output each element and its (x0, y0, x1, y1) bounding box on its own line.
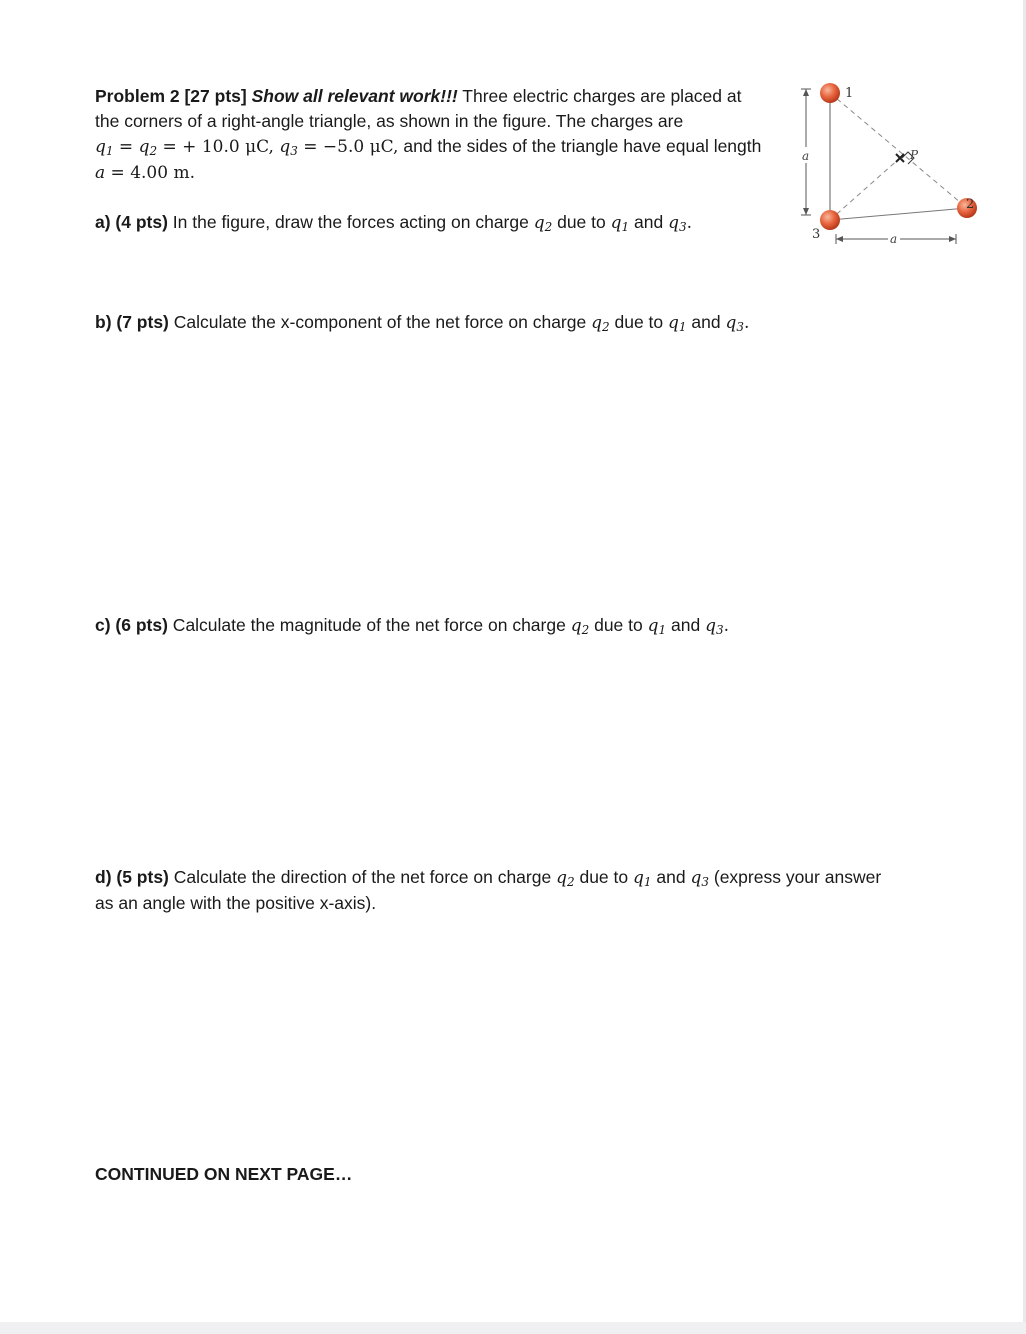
charge-1-label: 1 (845, 86, 854, 101)
question-d-label: d) (5 pts) (95, 867, 169, 887)
problem-text-1: Three electric charges are placed at the corners of a right-angle triangle, as shown in the figure. The charges are (95, 86, 742, 131)
q3-symbol: $q_3$ (668, 213, 687, 234)
q3-symbol: $q_3$ (705, 616, 724, 637)
question-d-text: Calculate the direction of the net force on charge (168, 867, 557, 887)
question-b: b) (7 pts) Calculate the x-component of the net force on charge $q_2$ due to $q_1$ and $q_3$. (95, 312, 750, 334)
question-c-text: Calculate the magnitude of the net force on charge (167, 615, 571, 635)
due-to-text: due to (589, 615, 648, 635)
due-to-text: due to (574, 867, 633, 887)
and-text: and (651, 867, 691, 887)
question-a: a) (4 pts) In the figure, draw the forces acting on charge $q_2$ due to $q_1$ and $q_3$. (95, 212, 693, 234)
question-d (95, 865, 895, 916)
question-a-text: In the figure, draw the forces acting on charge (167, 212, 534, 232)
charge-3-label: 3 (812, 227, 821, 242)
charge-3 (820, 210, 840, 230)
problem-intro (95, 84, 765, 186)
vertical-arrow-top (803, 89, 809, 96)
vertical-arrow-bottom (803, 208, 809, 215)
and-text: and (666, 615, 706, 635)
equals-sign: = (113, 137, 139, 157)
question-c: c) (6 pts) Calculate the magnitude of the net force on charge $q_2$ due to $q_1$ and $q_3$. (95, 615, 730, 637)
due-to-text: due to (609, 312, 669, 332)
q1-symbol: $q_1$ (95, 137, 114, 158)
q1-symbol: $q_1$ (668, 313, 687, 334)
horizontal-arrow-left (836, 236, 843, 242)
q2-symbol: $q_2$ (570, 616, 590, 637)
charge-1 (820, 83, 840, 103)
problem-heading: Problem 2 [27 pts] (95, 86, 247, 106)
q1-symbol: $q_1$ (633, 868, 652, 889)
question-a-label: a) (4 pts) (95, 212, 168, 232)
page-bottom-edge (0, 1322, 1026, 1334)
q3-symbol: $q_3$ (279, 137, 298, 158)
q2-symbol: $q_2$ (591, 313, 610, 334)
question-d-tail: (express your answer as an angle with the positive x-axis). (95, 867, 882, 913)
question-c-label: c) (6 pts) (95, 615, 168, 635)
q3-symbol: $q_3$ (690, 868, 709, 889)
continued-notice: CONTINUED ON NEXT PAGE… (95, 1164, 353, 1184)
q1-q2-value: = + 10.0 μC, (157, 137, 280, 157)
vertical-side-label: a (802, 149, 810, 163)
problem-instruction: Show all relevant work!!! (251, 86, 458, 106)
problem-text-2: and the sides of the triangle have equal length (398, 136, 762, 156)
and-text: and (686, 312, 726, 332)
triangle-figure (790, 75, 985, 255)
question-b-label: b) (7 pts) (95, 312, 169, 332)
and-text: and (629, 212, 669, 232)
side-1-2-dashed (830, 93, 967, 208)
q3-symbol: $q_3$ (725, 313, 745, 334)
q1-symbol: $q_1$ (647, 616, 667, 637)
q2-symbol: $q_2$ (533, 213, 553, 234)
side-value: = 4.00 m. (105, 163, 195, 183)
horizontal-side-label: a (890, 232, 898, 246)
charge-2-label: 2 (966, 197, 975, 212)
q1-symbol: $q_1$ (610, 213, 630, 234)
horizontal-arrow-right (949, 236, 956, 242)
side-3-p-dashed (830, 158, 900, 220)
q3-value: = −5.0 μC, (297, 137, 399, 157)
point-p-label: P (910, 148, 919, 162)
side-symbol: a (95, 163, 106, 183)
due-to-text: due to (552, 212, 611, 232)
q2-symbol: $q_2$ (138, 137, 158, 158)
question-b-text: Calculate the x-component of the net force on charge (168, 312, 592, 332)
side-3-2 (830, 208, 967, 220)
q2-symbol: $q_2$ (556, 868, 575, 889)
